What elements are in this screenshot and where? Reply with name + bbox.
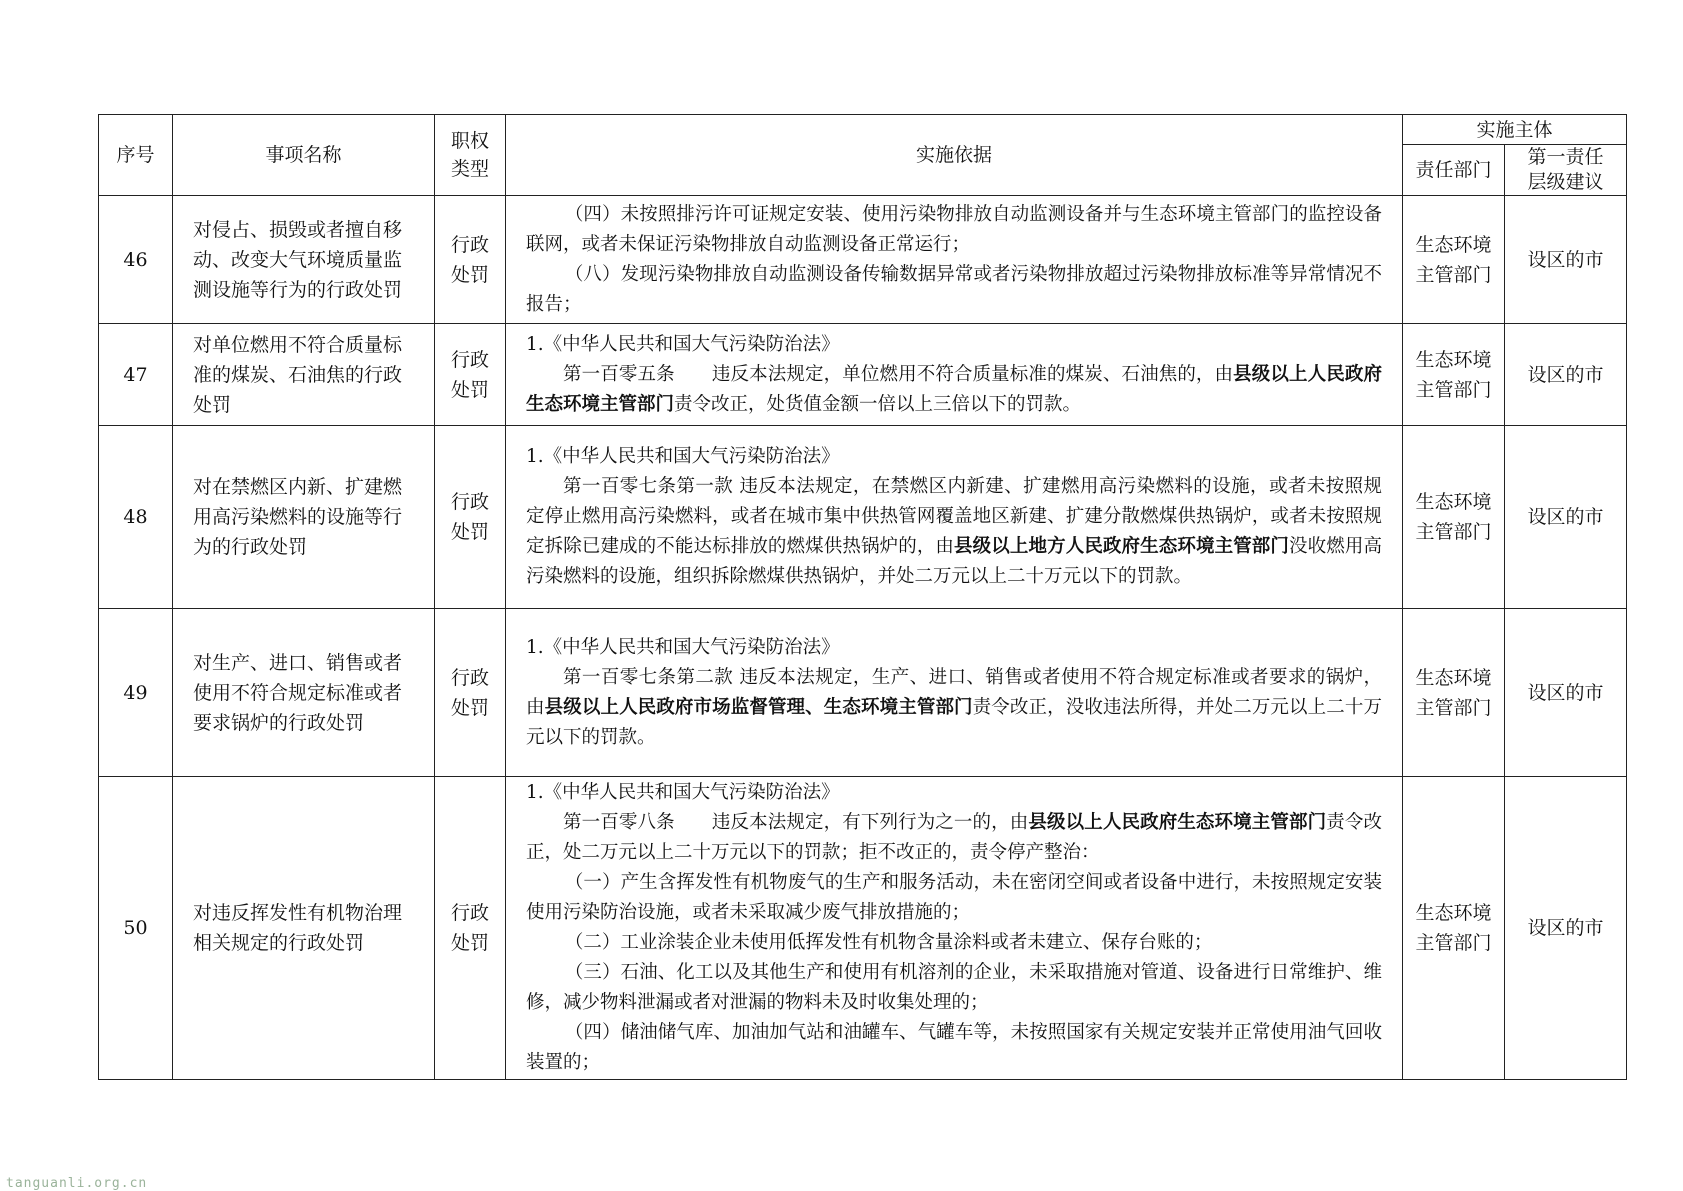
enforcement-table	[98, 114, 1627, 1080]
row-dept: 生态环境主管部门	[1403, 426, 1505, 609]
site-watermark: tanguanli.org.cn	[6, 1176, 148, 1191]
row-basis	[506, 426, 1403, 609]
row-item-name: 对生产、进口、销售或者使用不符合规定标准或者要求锅炉的行政处罚	[173, 609, 435, 777]
row-level: 设区的市	[1505, 609, 1627, 777]
basis-paragraph: （八）发现污染物排放自动监测设备传输数据异常或者污染物排放超过污染物排放标准等异常情况不报告；	[526, 263, 1382, 315]
header-subject: 实施主体	[1403, 115, 1627, 145]
header-level: 第一责任层级建议	[1505, 145, 1627, 196]
row-level: 设区的市	[1505, 324, 1627, 426]
basis-item: （三）石油、化工以及其他生产和使用有机溶剂的企业，未采取措施对管道、设备进行日常维护、维修，减少物料泄漏或者对泄漏的物料未及时收集处理的；	[526, 962, 1382, 1013]
basis-item: （一）产生含挥发性有机物废气的生产和服务活动，未在密闭空间或者设备中进行，未按照规定安装使用污染防治设施，或者未采取减少废气排放措施的；	[526, 872, 1382, 923]
row-type: 行政处罚	[435, 196, 506, 324]
row-dept: 生态环境主管部门	[1403, 324, 1505, 426]
row-item-name: 对在禁燃区内新、扩建燃用高污染燃料的设施等行为的行政处罚	[173, 426, 435, 609]
row-level: 设区的市	[1505, 777, 1627, 1080]
row-seq: 48	[99, 426, 173, 609]
basis-text: 第一百零七条第二款 违反本法规定，生产、进口、销售或者使用不符合规定标准或者要求的锅炉，由	[526, 666, 1382, 718]
basis-authority: 县级以上人民政府市场监督管理、生态环境主管部门	[544, 696, 973, 718]
header-seq: 序号	[99, 115, 173, 196]
row-dept: 生态环境主管部门	[1403, 777, 1505, 1080]
row-item-name: 对单位燃用不符合质量标准的煤炭、石油焦的行政处罚	[173, 324, 435, 426]
header-name: 事项名称	[173, 115, 435, 196]
row-type: 行政处罚	[435, 777, 506, 1080]
basis-item: （二）工业涂装企业未使用低挥发性有机物含量涂料或者未建立、保存台账的；	[564, 932, 1213, 953]
row-basis	[506, 777, 1403, 1080]
basis-text: 没收燃用高污染燃料的设施，组织拆除燃煤供热锅炉，并处二万元以上二十万元以下的罚款。	[526, 536, 1382, 587]
basis-authority: 县级以上地方人民政府生态环境主管部门	[954, 536, 1290, 557]
row-level: 设区的市	[1505, 426, 1627, 609]
table-row	[99, 777, 1627, 1080]
row-seq: 50	[99, 777, 173, 1080]
row-basis	[506, 324, 1403, 426]
row-type: 行政处罚	[435, 426, 506, 609]
header-dept: 责任部门	[1403, 145, 1505, 196]
row-item-name: 对侵占、损毁或者擅自移动、改变大气环境质量监测设施等行为的行政处罚	[173, 196, 435, 324]
basis-text: 第一百零五条 违反本法规定，单位燃用不符合质量标准的煤炭、石油焦的，由	[563, 363, 1234, 385]
basis-law-title: 1.《中华人民共和国大气污染防治法》	[526, 333, 840, 355]
header-basis: 实施依据	[506, 115, 1403, 196]
row-type: 行政处罚	[435, 609, 506, 777]
basis-law-title: 1.《中华人民共和国大气污染防治法》	[526, 446, 840, 467]
table-row	[99, 196, 1627, 324]
row-item-name: 对违反挥发性有机物治理相关规定的行政处罚	[173, 777, 435, 1080]
row-basis	[506, 609, 1403, 777]
table-row	[99, 426, 1627, 609]
table-row	[99, 324, 1627, 426]
basis-law-title: 1.《中华人民共和国大气污染防治法》	[526, 782, 840, 803]
basis-text: 责令改正，处二万元以上二十万元以下的罚款；拒不改正的，责令停产整治：	[526, 812, 1382, 863]
basis-text: 责令改正，没收违法所得，并处二万元以上二十万元以下的罚款。	[526, 696, 1382, 748]
row-seq: 49	[99, 609, 173, 777]
row-basis	[506, 196, 1403, 324]
basis-law-title: 1.《中华人民共和国大气污染防治法》	[526, 636, 840, 658]
basis-authority: 县级以上人民政府生态环境主管部门	[526, 363, 1382, 415]
row-seq: 47	[99, 324, 173, 426]
basis-item: （四）储油储气库、加油加气站和油罐车、气罐车等，未按照国家有关规定安装并正常使用油气回收装置的；	[526, 1022, 1382, 1073]
row-type: 行政处罚	[435, 324, 506, 426]
row-dept: 生态环境主管部门	[1403, 609, 1505, 777]
header-type: 职权类型	[435, 115, 506, 196]
table-row	[99, 609, 1627, 777]
row-level: 设区的市	[1505, 196, 1627, 324]
row-dept: 生态环境主管部门	[1403, 196, 1505, 324]
basis-text: 第一百零七条第一款 违反本法规定，在禁燃区内新建、扩建燃用高污染燃料的设施，或者未按照规定停止燃用高污染燃料，或者在城市集中供热管网覆盖地区新建、扩建分散燃煤供热锅炉，或者未按照规定拆除已建成的不能达标排放的燃煤供热锅炉的，由	[526, 476, 1382, 557]
basis-paragraph: （四）未按照排污许可证规定安装、使用污染物排放自动监测设备并与生态环境主管部门的监控设备联网，或者未保证污染物排放自动监测设备正常运行；	[526, 203, 1382, 255]
row-seq: 46	[99, 196, 173, 324]
basis-text: 责令改正，处货值金额一倍以上三倍以下的罚款。	[674, 393, 1082, 415]
basis-authority: 县级以上人民政府生态环境主管部门	[1028, 812, 1327, 833]
basis-text: 第一百零八条 违反本法规定，有下列行为之一的，由	[563, 812, 1029, 833]
